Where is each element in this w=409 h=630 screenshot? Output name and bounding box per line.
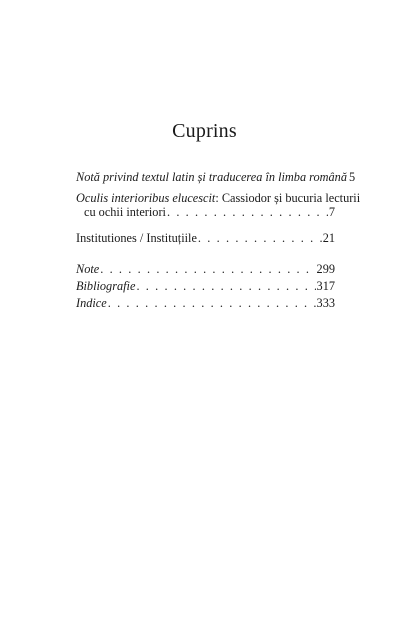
dot-leader [108, 296, 316, 310]
toc-entry-title: Institutiones / Instituțiile [76, 231, 197, 245]
toc-entry-subtitle: : Cassiodor și bucuria lecturii [215, 191, 361, 205]
dot-leader [198, 231, 322, 245]
toc-entry-title: Notă privind textul latin și traducerea în limba română [76, 170, 347, 184]
toc-entry-oculis[interactable] [76, 191, 361, 219]
toc-entry-page: 333 [316, 296, 335, 310]
dot-leader [167, 205, 328, 219]
toc-entry-nota[interactable] [76, 170, 356, 184]
toc-entry-bibliografie[interactable] [76, 279, 335, 293]
dot-leader [100, 262, 315, 276]
page-title: Cuprins [172, 120, 237, 142]
dot-leader [136, 279, 315, 293]
toc-entry-page: 21 [322, 231, 335, 245]
toc-entry-title: Oculis interioribus elucescit [76, 191, 216, 205]
toc-entry-title: Indice [76, 296, 107, 310]
toc-entry-title-continued: cu ochii interiori [84, 205, 166, 219]
toc-entry-page: 7 [328, 205, 335, 219]
toc-entry-page: 299 [316, 262, 335, 276]
toc-entry-title: Note [76, 262, 100, 276]
toc-entry-title: Bibliografie [76, 279, 136, 293]
toc-entry-note[interactable] [76, 262, 335, 276]
toc-entry-page: 317 [316, 279, 335, 293]
toc-entry-indice[interactable] [76, 296, 335, 310]
toc-entry-institutiones[interactable] [76, 231, 335, 245]
toc-entry-page: 5 [348, 170, 356, 184]
